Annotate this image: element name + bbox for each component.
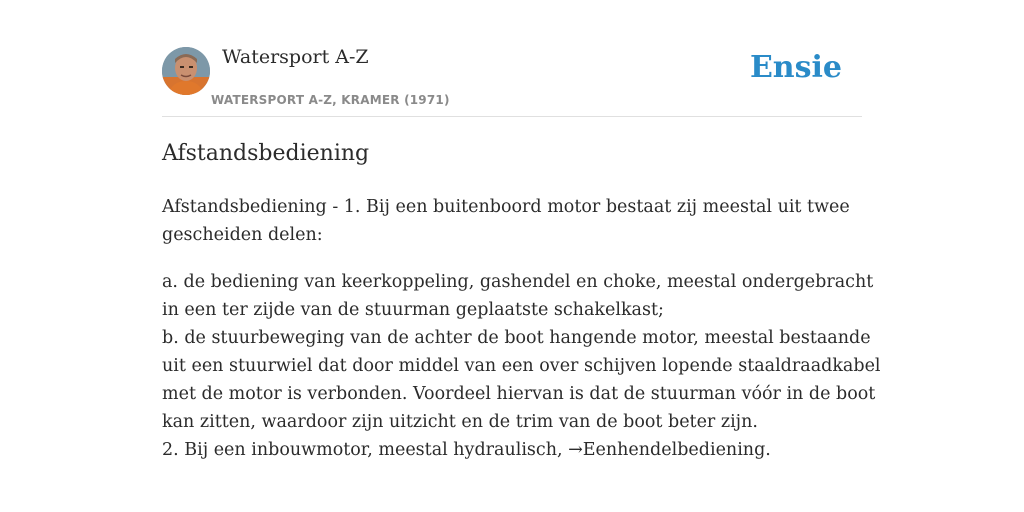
person-photo-avatar-icon [162, 47, 210, 95]
last-line [162, 436, 862, 464]
text-line: in een ter zijde van de stuurman geplaatste schakelkast; [162, 300, 664, 320]
text-line: Afstandsbediening - 1. Bij een buitenboord motor bestaat zij meestal uit twee [162, 197, 850, 217]
source-header [162, 46, 862, 117]
text-line: b. de stuurbeweging van de achter de boot hangende motor, meestal bestaande [162, 328, 871, 348]
paragraph-2 [162, 268, 881, 464]
source-subtitle: WATERSPORT A-Z, KRAMER (1971) [211, 93, 450, 107]
brand-logo[interactable]: Ensie [749, 50, 842, 85]
entry-title: Afstandsbediening [162, 141, 370, 166]
paragraph-1 [162, 193, 862, 249]
text-line: a. de bediening van keerkoppeling, gashendel en choke, meestal ondergebracht [162, 272, 874, 292]
text-line: met de motor is verbonden. Voordeel hiervan is dat de stuurman vóór in de boot [162, 384, 876, 404]
text-segment: 2. Bij een inbouwmotor, meestal hydraulisch, [162, 440, 569, 460]
text-line: gescheiden delen: [162, 225, 323, 245]
text-segment: . [765, 440, 771, 460]
text-line: kan zitten, waardoor zijn uitzicht en de trim van de boot beter zijn. [162, 412, 758, 432]
entry-body [162, 193, 881, 483]
avatar[interactable] [162, 47, 210, 95]
text-line: uit een stuurwiel dat door middel van een over schijven lopende staaldraadkabel [162, 356, 881, 376]
cross-reference-link[interactable]: →Eenhendelbediening [568, 440, 766, 460]
source-title[interactable]: Watersport A-Z [222, 46, 369, 68]
